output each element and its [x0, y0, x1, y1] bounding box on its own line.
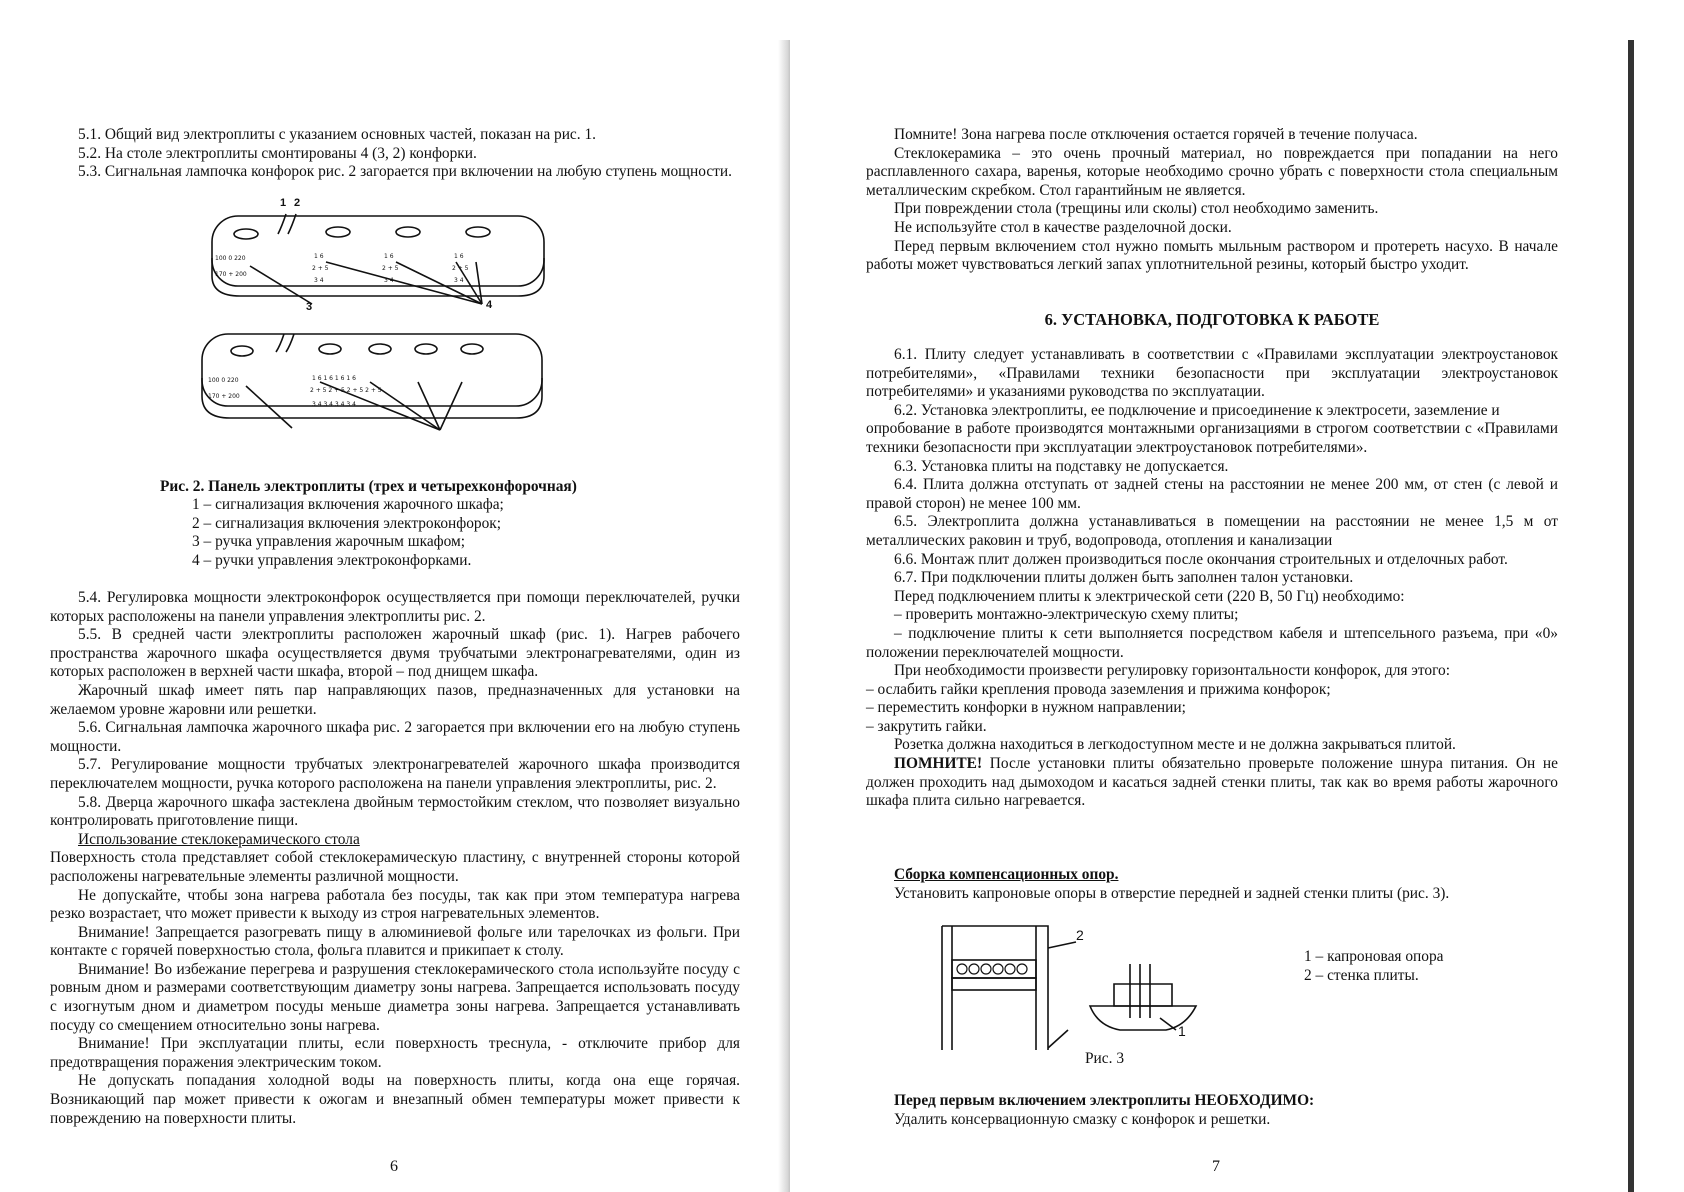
paragraph: Внимание! Во избежание перегрева и разрушения стеклокерамического стола используйте посуду с ровным дном и размерами соответствующим диаметру зоны нагрева. Запрещается использовать посуду с изогнутым дном и диаметром посуды меньше диаметра зоны нагрева. Запрещается устанавливать посуду со смещением относительно зоны нагрева.	[50, 960, 740, 1034]
paragraph: При повреждении стола (трещины или сколы) стол необходимо заменить.	[894, 200, 1379, 218]
svg-text:3 4: 3 4	[314, 277, 324, 284]
paragraph: Установить капроновые опоры в отверстие передней и задней стенки плиты (рис. 3).	[894, 884, 1450, 902]
figure-label-4: 4	[486, 299, 493, 311]
figure-label-3: 3	[306, 301, 313, 313]
knob-burner	[466, 227, 490, 237]
lamp-oven	[234, 229, 258, 239]
legend-item: 1 – капроновая опора	[1304, 948, 1444, 965]
svg-text:1 6: 1 6	[454, 253, 464, 260]
svg-text:170 + 200: 170 + 200	[215, 271, 247, 278]
paragraph: 6.2. Установка электроплиты, ее подключение и присоединение к электросети, заземление и	[894, 401, 1500, 419]
paragraph: При необходимости произвести регулировку горизонтальности конфорок, для этого:	[894, 662, 1451, 680]
svg-text:2 + 5 2 + 5 2 + 5 2 + 5: 2 + 5 2 + 5 2 + 5 2 + 5	[310, 387, 382, 394]
figure3-label-2: 2	[1076, 927, 1084, 943]
svg-text:100 0 220: 100 0 220	[208, 377, 239, 384]
paragraph: 6.7. При подключении плиты должен быть заполнен талон установки.	[894, 569, 1354, 587]
svg-text:2 + 5: 2 + 5	[452, 265, 469, 272]
figure3-caption: Рис. 3	[1085, 1050, 1125, 1067]
paragraph: Внимание! При эксплуатации плиты, если поверхность треснула, - отключите прибор для предотвращения поражения электрическим током.	[50, 1035, 740, 1071]
legend-item: 4 – ручки управления электроконфорками.	[192, 551, 472, 569]
paragraph: Перед первым включением стол нужно помыть мыльным раствором и протереть насухо. В начале работы может чувствоваться легкий запах уплотнительной резины, который быстро уходит.	[866, 237, 1558, 274]
svg-text:1 6: 1 6	[314, 253, 324, 260]
knob-burner	[326, 227, 350, 237]
paragraph: Перед подключением плиты к электрической сети (220 В, 50 Гц) необходимо:	[894, 587, 1405, 605]
figure-caption: Рис. 2. Панель электроплиты (трех и четырехконфорочная)	[160, 478, 577, 495]
svg-text:3 4: 3 4	[454, 277, 464, 284]
scan-page-edge	[1628, 40, 1634, 1192]
legend-item: 2 – стенка плиты.	[1304, 966, 1419, 984]
page-number: 7	[1212, 1158, 1220, 1175]
paragraph: Поверхность стола представляет собой стеклокерамическую пластину, с внутренней стороны которой расположены нагревательные элементы различной мощности.	[50, 849, 740, 885]
paragraph: 5.2. На столе электроплиты смонтированы 4 (3, 2) конфорки.	[78, 144, 477, 162]
figure-label-1: 1	[280, 197, 287, 209]
lamp-oven	[231, 346, 253, 356]
svg-text:3 4: 3 4	[384, 277, 394, 284]
paragraph: 5.4. Регулировка мощности электроконфорок осуществляется при помощи переключателей, ручки которых расположены на панели управления электроплиты рис. 2.	[50, 589, 740, 625]
figure3-legend	[1304, 948, 1444, 985]
paragraph: 5.7. Регулирование мощности трубчатых электронагревателей жарочного шкафа производится переключателем мощности, ручка которого расположена на панели управления электроплиты, рис. 2.	[50, 756, 740, 792]
legend-item: 3 – ручка управления жарочным шкафом;	[192, 533, 466, 551]
knob-burner	[461, 344, 483, 354]
paragraph: 6.3. Установка плиты на подставку не допускается.	[894, 457, 1229, 475]
paragraph: 6.5. Электроплита должна устанавливаться в помещении на расстоянии не менее 1,5 м от металлических раковин и труб, водопровода, отопления и канализации	[866, 513, 1558, 549]
figure-legend	[50, 496, 740, 570]
list-item: – ослабить гайки крепления провода заземления и прижима конфорок;	[866, 680, 1331, 698]
svg-text:2 + 5: 2 + 5	[382, 265, 399, 272]
figure-caption-block	[50, 478, 740, 570]
paragraph: Не используйте стол в качестве разделочной доски.	[894, 218, 1232, 236]
page-number: 6	[390, 1158, 398, 1175]
list-item: – подключение плиты к сети выполняется посредством кабеля и штепсельного разъема, при «0» положении переключателей мощности.	[866, 624, 1558, 661]
knob-burner	[415, 344, 437, 354]
legend-item: 2 – сигнализация включения электроконфорок;	[192, 514, 502, 532]
right-text-main	[866, 346, 1558, 811]
section-heading: 6. УСТАНОВКА, ПОДГОТОВКА К РАБОТЕ	[1044, 310, 1380, 329]
right-text-top	[866, 126, 1558, 275]
right-page	[790, 0, 1684, 1192]
paragraph: Не допускать попадания холодной воды на поверхность плиты, когда она еще горячая. Возникающий пар может привести к ожогам и внезапный обмен температуры может привести к повреждению на поверхности плиты.	[50, 1072, 740, 1127]
assembly-title: Сборка компенсационных опор.	[894, 866, 1119, 883]
knob-burner	[369, 344, 391, 354]
paragraph: 5.8. Дверца жарочного шкафа застеклена двойным термостойким стеклом, что позволяет визуально контролировать приготовление пищи.	[50, 793, 740, 830]
svg-text:3 4 3 4 3 4 3 4: 3 4 3 4 3 4 3 4	[312, 401, 356, 408]
legend-item: 1 – сигнализация включения жарочного шкафа;	[192, 496, 504, 513]
paragraph: 5.5. В средней части электроплиты расположен жарочный шкаф (рис. 1). Нагрев рабочего пространства жарочного шкафа осуществляется двумя трубчатыми электронагревателями, один из которых расположен в верхней части шкафа, второй – под днищем шкафа.	[50, 626, 740, 681]
warning-label: ПОМНИТЕ!	[894, 755, 983, 773]
paragraph: Помните! Зона нагрева после отключения остается горячей в течение получаса.	[894, 126, 1418, 143]
svg-text:2 + 5: 2 + 5	[312, 265, 329, 272]
section-subheading: Использование стеклокерамического стола	[78, 830, 360, 848]
paragraph: 6.6. Монтаж плит должен производиться после окончания строительных и отделочных работ.	[894, 550, 1508, 568]
svg-text:170 + 200: 170 + 200	[208, 393, 240, 400]
paragraph: Не допускайте, чтобы зона нагрева работала без посуды, так как при этом температура нагрева резко возрастает, что может привести к выходу из строя нагревательных элементов.	[50, 886, 740, 923]
svg-text:1 6 1 6 1 6 1 6: 1 6 1 6 1 6 1 6	[312, 375, 356, 382]
list-item: – проверить монтажно-электрическую схему плиты;	[894, 606, 1239, 624]
stove-wall	[942, 926, 1048, 1050]
paragraph: Стеклокерамика – это очень прочный материал, но повреждается при попадании на него расплавленного сахара, варенья, которые необходимо срочно убрать с поверхности стола специальным металлическим скребком. Стол гарантийным не является.	[866, 144, 1558, 199]
knob-burner	[396, 227, 420, 237]
paragraph: Внимание! Запрещается разогревать пищу в алюминиевой фольге или тарелочках из фольги. При контакте с горячей поверхностью стола, фольга плавится и прикипает к столу.	[50, 923, 740, 960]
before-first-use-block	[866, 1092, 1558, 1129]
paragraph: 6.1. Плиту следует устанавливать в соответствии с «Правилами эксплуатации электроустановок потребителями», «Правилами техники безопасности при эксплуатации электроустановок потребителями» и указаниями руководства по эксплуатации.	[866, 346, 1558, 401]
paragraph: 5.6. Сигнальная лампочка жарочного шкафа рис. 2 загорается при включении его на любую ступень мощности.	[50, 719, 740, 755]
paragraph: 6.4. Плита должна отступать от задней стены на расстоянии не менее 200 мм, от стен (с левой и правой сторон) не менее 100 мм.	[866, 476, 1558, 512]
support-figure	[940, 918, 1230, 1068]
knob-burner	[319, 344, 341, 354]
paragraph: Розетка должна находиться в легкодоступном месте и не должна закрываться плитой.	[894, 736, 1456, 754]
figure-label-2: 2	[294, 197, 301, 209]
warning-text: После установки плиты обязательно проверьте положение шнура питания. Он не должен проходить над дымоходом и касаться задней стенки плиты, так как во время работы жарочного шкафа плита сильно нагревается.	[866, 755, 1558, 810]
paragraph: Удалить консервационную смазку с конфорок и решетки.	[894, 1110, 1271, 1128]
stove-panel-figure	[200, 196, 560, 476]
svg-text:100 0 220: 100 0 220	[215, 255, 246, 262]
list-item: – переместить конфорки в нужном направлении;	[866, 699, 1186, 717]
paragraph: 5.3. Сигнальная лампочка конфорок рис. 2 загорается при включении на любую ступень мощности.	[78, 163, 732, 181]
list-item: – закрутить гайки.	[866, 717, 987, 735]
warning-paragraph	[866, 755, 1558, 811]
paragraph: опробование в работе производятся монтажными организациями в строгом соответствии с «Правилами техники безопасности при эксплуатации электроустановок потребителями».	[866, 420, 1558, 456]
figure3-label-1: 1	[1178, 1023, 1186, 1039]
svg-text:1 6: 1 6	[384, 253, 394, 260]
paragraph: Жарочный шкаф имеет пять пар направляющих пазов, предназначенных для установки на желаемом уровне жаровни или решетки.	[50, 681, 740, 718]
left-page	[0, 0, 790, 1192]
left-text-main	[50, 589, 740, 1128]
paragraph: 5.1. Общий вид электроплиты с указанием основных частей, показан на рис. 1.	[78, 126, 597, 143]
assembly-block	[866, 866, 1558, 903]
before-first-use-title: Перед первым включением электроплиты НЕОБХОДИМО:	[894, 1092, 1315, 1109]
left-text-top	[50, 126, 740, 182]
